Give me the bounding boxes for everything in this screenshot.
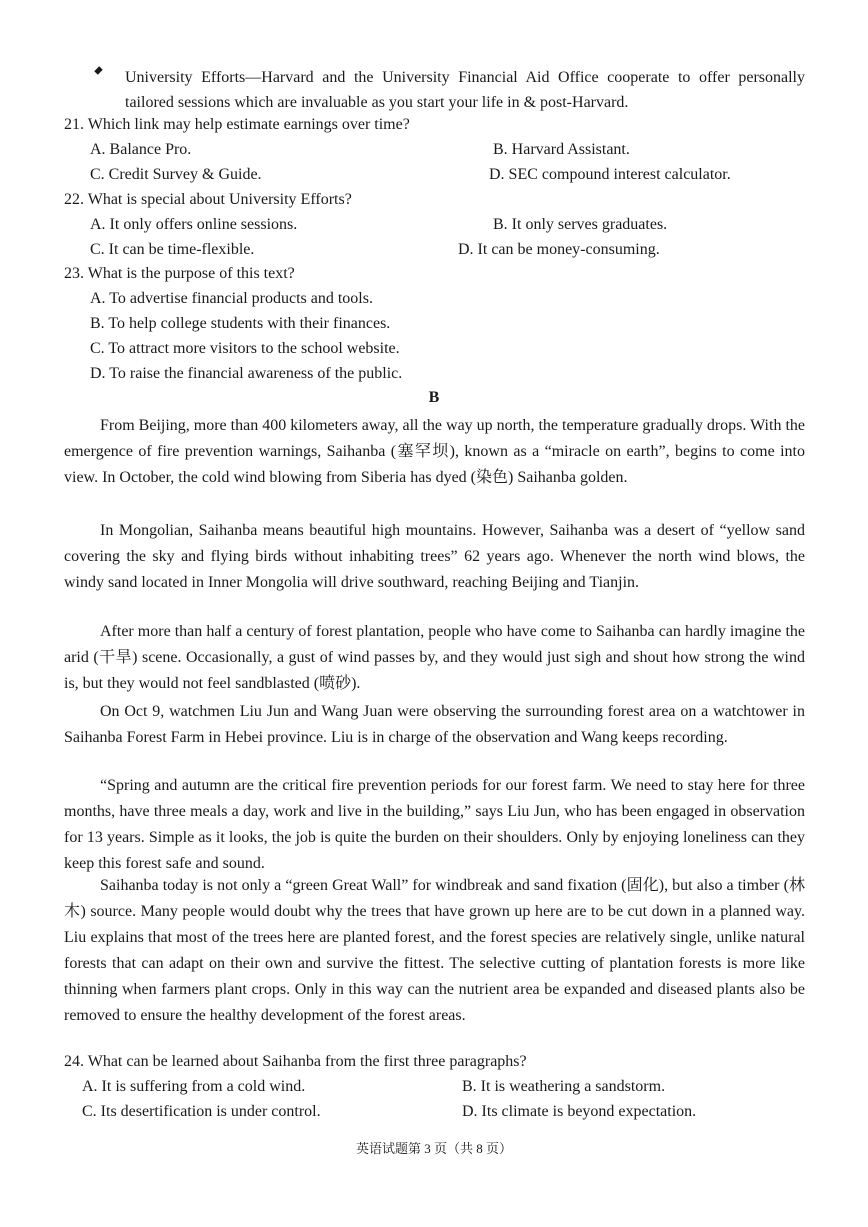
question-21-option-a: A. Balance Pro.: [90, 141, 192, 158]
section-heading: B: [428, 389, 440, 406]
question-21-stem: 21. Which link may help estimate earnings over time?: [64, 116, 410, 133]
question-23-stem: 23. What is the purpose of this text?: [64, 265, 295, 282]
question-22-option-b: B. It only serves graduates.: [493, 216, 668, 233]
passage-paragraph-5: “Spring and autumn are the critical fire prevention periods for our forest farm. We need to stay here for three months, have three meals a day, work and live in the building,” says Liu Jun, who has been engaged in observation for 13 years. Simple as it looks, the job is quite the burden on their shoulders. Only by enjoying loneliness can they keep this forest safe and sound.: [64, 777, 805, 872]
passage-paragraph-3: After more than half a century of forest plantation, people who have come to Saihanba can hardly imagine the arid (干旱) scene. Occasionally, a gust of wind passes by, and they would just sigh and shout how strong the wind is, but they would not feel sandblasted (喷砂).: [64, 623, 805, 692]
passage-paragraph-1: From Beijing, more than 400 kilometers away, all the way up north, the temperature gradually drops. With the emergence of fire prevention warnings, Saihanba (塞罕坝), known as a “miracle on earth”, begins to come into view. In October, the cold wind blowing from Siberia has dyed (染色) Saihanba golden.: [64, 417, 805, 486]
diamond-bullet-icon: [94, 66, 102, 74]
question-23-option-d: D. To raise the financial awareness of the public.: [90, 365, 403, 382]
question-24-option-c: C. Its desertification is under control.: [82, 1103, 321, 1120]
question-22-option-a: A. It only offers online sessions.: [90, 216, 298, 233]
question-22-option-d: D. It can be money-consuming.: [458, 241, 660, 258]
question-24-option-a: A. It is suffering from a cold wind.: [82, 1078, 306, 1095]
question-24-option-b: B. It is weathering a sandstorm.: [462, 1078, 666, 1095]
passage-paragraph-6: Saihanba today is not only a “green Great Wall” for windbreak and sand fixation (固化), but also a timber (林木) source. Many people would doubt why the trees that have grown up here are to be cut down in a planned way. Liu explains that most of the trees here are planted forest, and the forest species are relatively single, unlike natural forests that can adapt on their own and survive the fittest. The selective cutting of plantation forests is more like thinning when farmers plant crops. Only in this way can the nutrient area be expanded and diseased plants also be removed to ensure the healthy development of the forest areas.: [64, 877, 805, 1024]
question-23-option-b: B. To help college students with their finances.: [90, 315, 391, 332]
question-24-stem: 24. What can be learned about Saihanba from the first three paragraphs?: [64, 1053, 527, 1070]
passage-paragraph-2: In Mongolian, Saihanba means beautiful high mountains. However, Saihanba was a desert of “yellow sand covering the sky and flying birds without inhabiting trees” 62 years ago. Whenever the north wind blows, the windy sand located in Inner Mongolia will drive southward, reaching Beijing and Tianjin.: [64, 522, 805, 591]
question-21-option-d: D. SEC compound interest calculator.: [489, 166, 731, 183]
passage-paragraph-4: On Oct 9, watchmen Liu Jun and Wang Juan were observing the surrounding forest area on a watchtower in Saihanba Forest Farm in Hebei province. Liu is in charge of the observation and Wang keeps recording.: [64, 703, 805, 746]
question-24-option-d: D. Its climate is beyond expectation.: [462, 1103, 697, 1120]
bullet-text: University Efforts—Harvard and the University Financial Aid Office cooperate to offer personally tailored sessions which are invaluable as you start your life in & post-Harvard.: [125, 69, 805, 111]
question-22-option-c: C. It can be time-flexible.: [90, 241, 255, 258]
question-21-option-c: C. Credit Survey & Guide.: [90, 166, 262, 183]
question-23-option-c: C. To attract more visitors to the school website.: [90, 340, 400, 357]
question-21-option-b: B. Harvard Assistant.: [493, 141, 630, 158]
question-23-option-a: A. To advertise financial products and tools.: [90, 290, 373, 307]
question-22-stem: 22. What is special about University Efforts?: [64, 191, 352, 208]
page-footer: 英语试题第 3 页（共 8 页）: [355, 1141, 512, 1156]
